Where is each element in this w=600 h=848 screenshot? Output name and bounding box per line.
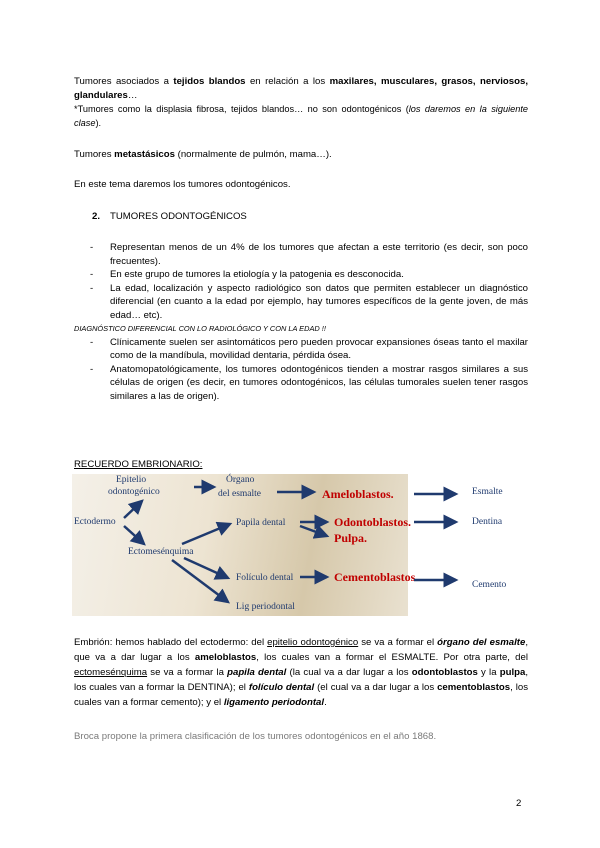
tissue-svg xyxy=(410,474,530,616)
list-item: - Representan menos de un 4% de los tumores que afectan a este territorio (es decir, son poco frecuentes). xyxy=(90,242,528,267)
foliculo-label: Folículo dental xyxy=(236,573,294,583)
pulpa-label: Pulpa. xyxy=(334,531,368,545)
embryo-diagram xyxy=(72,474,419,616)
arrow-ectomes-papila xyxy=(182,524,230,544)
odontoblastos-label: Odontoblastos. xyxy=(334,515,412,529)
embryo-title: RECUERDO EMBRIONARIO: xyxy=(74,459,203,470)
note-paragraph: *Tumores como la displasia fibrosa, tejidos blandos… no son odontogénicos (los daremos en la siguiente clase). xyxy=(74,104,528,128)
cementoblastos-label: Cementoblastos. xyxy=(334,570,419,584)
tissue-diagram xyxy=(410,474,530,616)
list-item: - Anatomopatológicamente, los tumores odontogénicos tienden a mostrar rasgos similares a sus células de origen (es decir, en tumores odontogénicos, las células tumorales suelen tener rasgos similares a las de origen). xyxy=(90,363,528,402)
ectodermo-label: Ectodermo xyxy=(74,517,116,527)
embryo-paragraph: Embrión: hemos hablado del ectodermo: del epitelio odontogénico se va a formar el órgano del esmalte, que va a dar lugar a los ameloblastos, los cuales van a formar el ESMALTE. Por otra parte, del ectomesénquima se va a formar la papila dental (la cual va a dar lugar a los odontoblastos y la pulpa, los cuales van a formar la DENTINA); el folículo dental (el cual va a dar lugar a los cementoblastos, los cuales van a formar cemento); y el ligamento periodontal. xyxy=(74,637,529,708)
arrow-papila-pulpa xyxy=(300,526,327,536)
intro-paragraph: Tumores asociados a tejidos blandos en relación a los maxilares, musculares, grasos, nerviosos, glandulares… xyxy=(74,76,528,101)
arrow-ecto-epitelio xyxy=(124,501,142,518)
list-item: - La edad, localización y aspecto radiológico son datos que permiten establecer un diagnóstico diferencial (en cuanto a la edad por ejemplo, hay tumores específicos de la gente joven, de más edad… etc). xyxy=(90,282,528,321)
broca-paragraph: Broca propone la primera clasificación de los tumores odontogénicos en el año 1868. xyxy=(74,731,437,742)
list-item: - Clínicamente suelen ser asintomáticos pero pueden provocar expansiones óseas tanto el maxilar como de la mandíbula, movilidad dentaria, pérdida ósea. xyxy=(90,336,528,361)
list-item: - En este grupo de tumores la etiología y la patogenia es desconocida. xyxy=(90,269,404,280)
cemento-label: Cemento xyxy=(472,580,507,590)
topic-paragraph: En este tema daremos los tumores odontogénicos. xyxy=(74,179,291,190)
diagram-svg xyxy=(72,474,419,616)
dentina-label: Dentina xyxy=(472,517,503,527)
arrow-ecto-ectomes xyxy=(124,526,144,544)
odontogenico-label: odontogénico xyxy=(108,487,160,497)
ameloblastos-label: Ameloblastos. xyxy=(322,487,394,501)
epitelio-label: Epitelio xyxy=(116,475,147,485)
papila-label: Papila dental xyxy=(236,518,286,528)
ectomesenquima-label: Ectomesénquima xyxy=(128,547,194,557)
esmalte-label: Esmalte xyxy=(472,487,503,497)
organo-label: Órgano xyxy=(226,475,255,485)
page-number: 2 xyxy=(516,798,522,809)
bullet-list xyxy=(74,241,528,403)
section-heading: 2. TUMORES ODONTOGÉNICOS xyxy=(92,211,247,222)
del-esmalte-label: del esmalte xyxy=(218,489,261,499)
metastasic-paragraph: Tumores metastásicos (normalmente de pulmón, mama…). xyxy=(74,149,332,160)
emphasis-note: DIAGNÓSTICO DIFERENCIAL CON LO RADIOLÓGICO Y CON LA EDAD !! xyxy=(74,324,326,333)
lig-periodontal-label: Lig periodontal xyxy=(236,602,295,612)
